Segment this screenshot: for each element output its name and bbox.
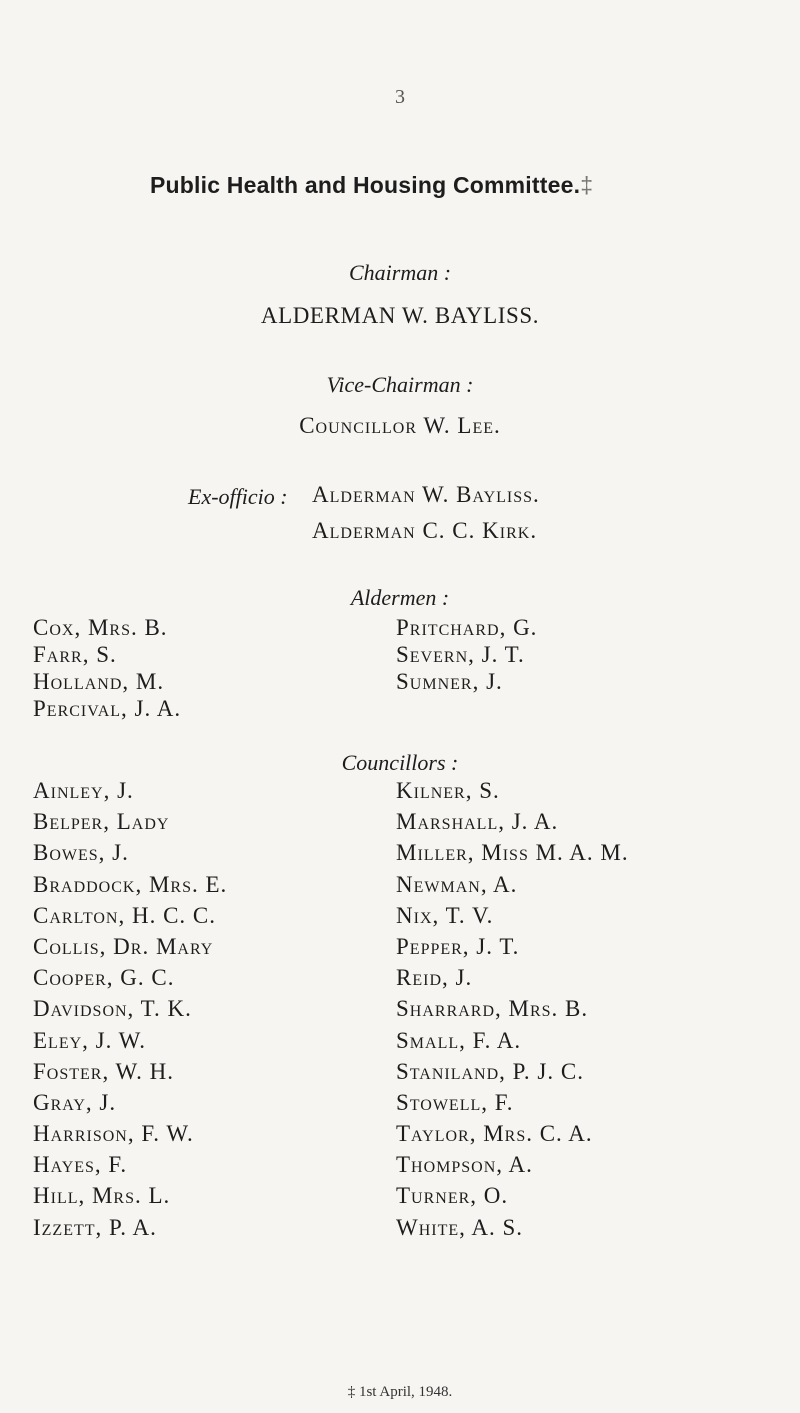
list-item: Gray, J.	[33, 1089, 117, 1115]
list-item: Collis, Dr. Mary	[33, 933, 214, 959]
list-item: Farr, S.	[33, 642, 117, 667]
list-item: Newman, A.	[396, 871, 518, 897]
page-title	[150, 172, 593, 199]
list-item: Davidson, T. K.	[33, 996, 192, 1022]
ex-officio-label: Ex-officio :	[188, 484, 288, 509]
chairman-label: Chairman :	[348, 260, 452, 285]
list-item: Nix, T. V.	[396, 902, 494, 928]
list-item: Hayes, F.	[33, 1152, 128, 1178]
councillors-label: Councillors :	[341, 750, 459, 775]
councillors-left-list	[33, 775, 227, 1243]
aldermen-right-list	[396, 614, 537, 695]
aldermen-left-list	[33, 614, 181, 722]
list-item: Thompson, A.	[396, 1152, 533, 1178]
list-item: Cox, Mrs. B.	[33, 615, 168, 640]
ex-officio-member: Alderman W. Bayliss.	[312, 482, 540, 507]
list-item: Bowes, J.	[33, 840, 129, 866]
list-item: Marshall, J. A.	[396, 809, 559, 835]
title-text: Public Health and Housing Committee.	[150, 172, 581, 198]
list-item: Eley, J. W.	[33, 1027, 147, 1053]
list-item: Carlton, H. C. C.	[33, 902, 217, 928]
list-item: Sumner, J.	[396, 669, 503, 694]
list-item: Ainley, J.	[33, 778, 134, 803]
list-item: Harrison, F. W.	[33, 1121, 194, 1147]
list-item: Cooper, G. C.	[33, 965, 175, 991]
list-item: Foster, W. H.	[33, 1058, 175, 1084]
list-item: Percival, J. A.	[33, 696, 182, 721]
chairman-name: ALDERMAN W. BAYLISS.	[260, 303, 540, 328]
page-number: 3	[395, 86, 405, 108]
councillors-right-list	[396, 775, 629, 1243]
footnote: ‡ 1st April, 1948.	[347, 1384, 453, 1400]
title-footnote-mark: ‡	[580, 172, 594, 198]
list-item: Hill, Mrs. L.	[33, 1183, 171, 1209]
list-item: White, A. S.	[396, 1214, 524, 1240]
vice-chairman-name: Councillor W. Lee.	[299, 413, 501, 438]
list-item: Pepper, J. T.	[396, 933, 520, 959]
aldermen-label: Aldermen :	[350, 585, 450, 610]
vice-chairman-label: Vice-Chairman :	[326, 372, 474, 397]
list-item: Braddock, Mrs. E.	[33, 871, 228, 897]
list-item: Pritchard, G.	[396, 615, 538, 640]
list-item: Miller, Miss M. A. M.	[396, 840, 629, 866]
list-item: Taylor, Mrs. C. A.	[396, 1121, 593, 1147]
ex-officio-member: Alderman C. C. Kirk.	[312, 518, 538, 543]
list-item: Turner, O.	[396, 1183, 509, 1209]
list-item: Sharrard, Mrs. B.	[396, 996, 589, 1022]
list-item: Izzett, P. A.	[33, 1214, 157, 1240]
list-item: Belper, Lady	[33, 809, 170, 835]
list-item: Kilner, S.	[396, 778, 500, 803]
list-item: Small, F. A.	[396, 1027, 522, 1053]
list-item: Reid, J.	[396, 965, 473, 991]
list-item: Holland, M.	[33, 669, 165, 694]
list-item: Staniland, P. J. C.	[396, 1058, 584, 1084]
list-item: Stowell, F.	[396, 1089, 514, 1115]
list-item: Severn, J. T.	[396, 642, 525, 667]
